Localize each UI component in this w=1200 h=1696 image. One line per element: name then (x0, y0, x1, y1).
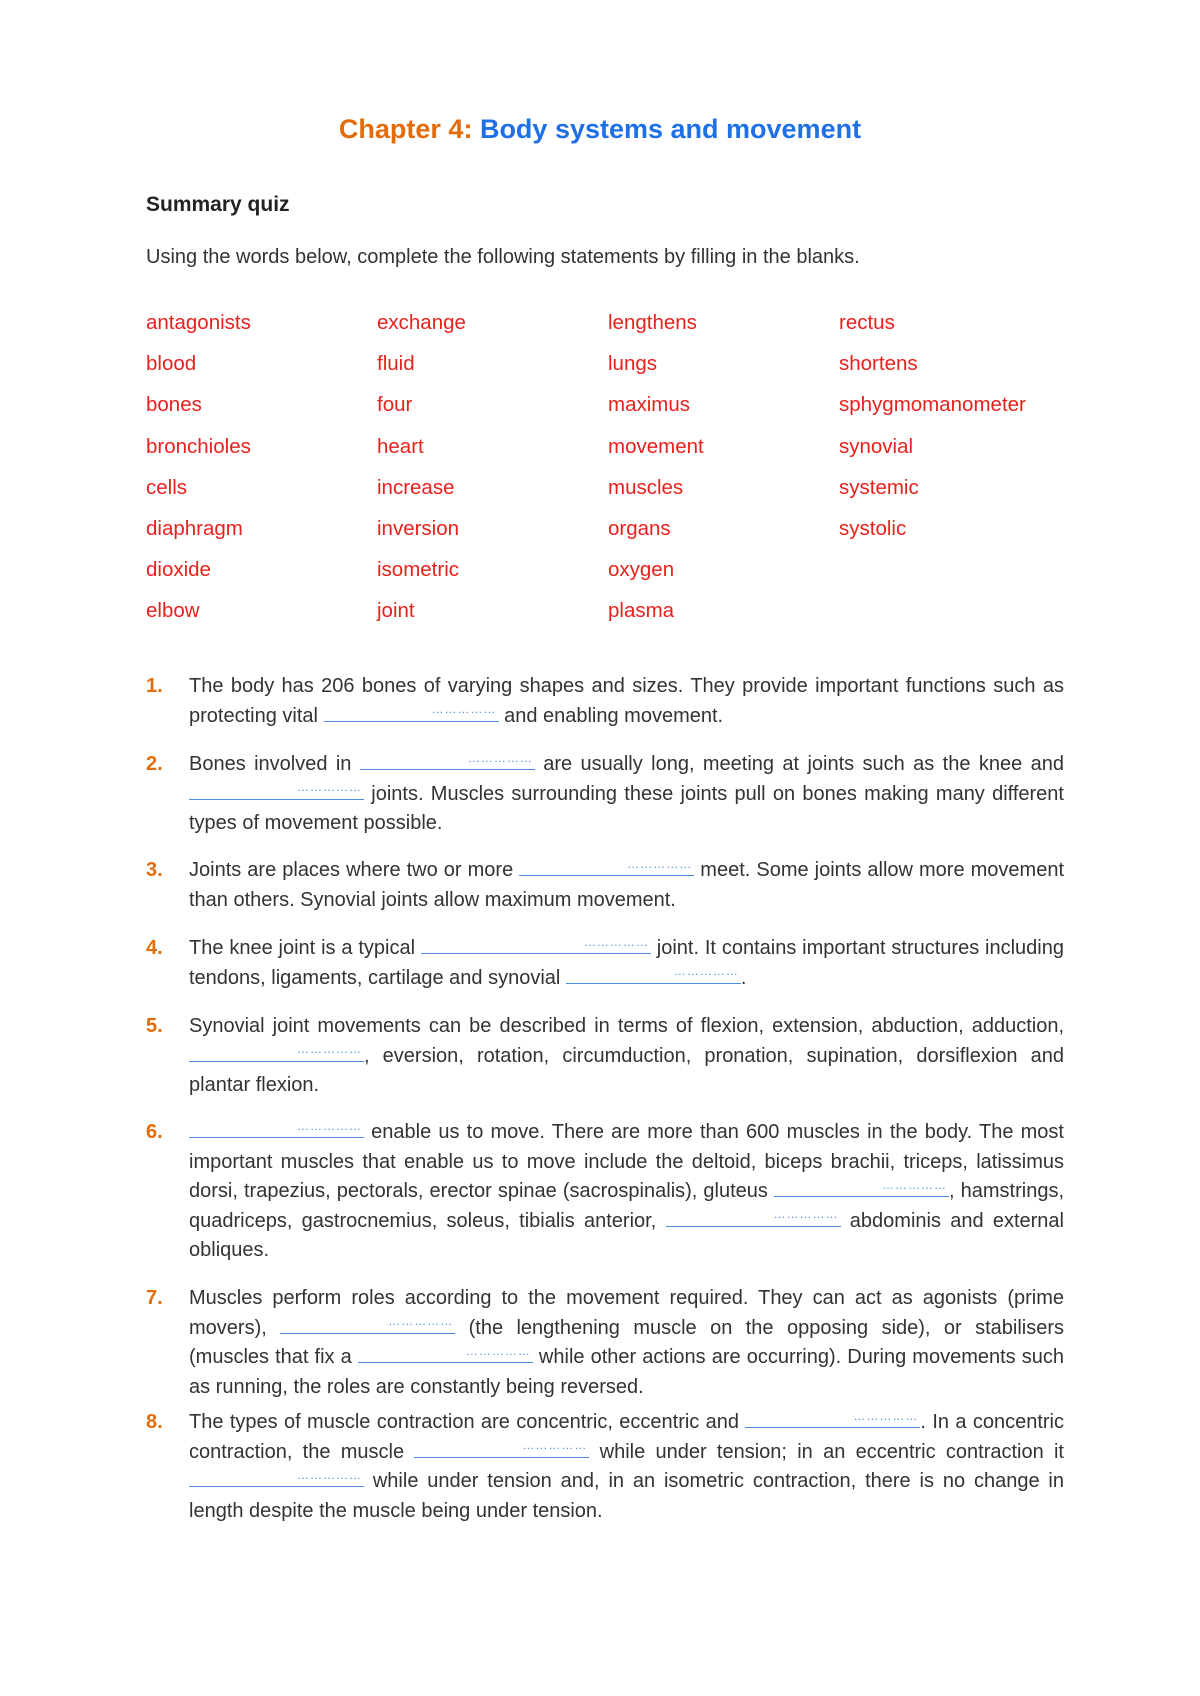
fill-in-blank[interactable] (189, 781, 364, 800)
word-bank-word: maximus (608, 393, 691, 417)
question-text-segment: , hamstrings, quadriceps, gastrocnemius, soleus, tibialis anterior, (189, 1180, 1064, 1232)
question-text-segment: and enabling movement. (498, 704, 724, 727)
question-text-segment: . (740, 966, 747, 989)
question-text-segment: enable us to move. There are more than 600 muscles in the body. The most important muscles that enable us to move include the deltoid, biceps brachii, triceps, latissimus dorsi, trapezius, pectorals, erector spinae (sacrospinalis), gluteus (189, 1121, 1064, 1202)
fill-in-blank[interactable] (189, 1468, 364, 1487)
word-bank-word: plasma (608, 599, 675, 623)
word-bank-word: inversion (377, 517, 460, 540)
word-bank-word: oxygen (608, 558, 675, 582)
word-bank-word: bones (146, 393, 202, 417)
word-bank-word: lengthens (608, 311, 697, 334)
chapter-name: Body systems and movement (472, 114, 862, 144)
word-bank-word: systemic (839, 475, 919, 499)
fill-in-blank[interactable] (421, 935, 651, 954)
section-heading: Summary quiz (146, 193, 290, 216)
question-text-segment: meet. Some joints allow more movement than others. Synovial joints allow maximum movement. (189, 859, 1064, 911)
fill-in-blank[interactable] (666, 1208, 841, 1227)
word-bank-word: fluid (377, 352, 415, 376)
fill-in-blank[interactable] (566, 965, 741, 984)
word-bank-word: rectus (839, 311, 895, 334)
question-item (146, 672, 1064, 731)
question-text-segment: Bones involved in (189, 753, 360, 775)
question-text (189, 1284, 1064, 1402)
question-text-segment: . In a concentric contraction, the muscle (189, 1411, 1065, 1463)
question-text (189, 750, 1064, 839)
fill-in-blank[interactable] (745, 1409, 920, 1428)
word-bank-word: diaphragm (146, 517, 243, 540)
question-text-segment: The knee joint is a typical (189, 937, 421, 959)
word-bank-word: bronchioles (146, 434, 251, 458)
word-bank-word: exchange (377, 311, 466, 334)
question-item (146, 934, 1064, 993)
question-text-segment: The types of muscle contraction are concentric, eccentric and (189, 1411, 746, 1433)
question-number: 7. (146, 1287, 163, 1309)
question-text (189, 934, 1064, 993)
question-text-segment: abdominis and external obliques. (189, 1209, 1064, 1261)
instructions-text: Using the words below, complete the following statements by filling in the blanks. (146, 246, 860, 268)
word-bank-word: elbow (146, 599, 200, 623)
question-text-segment: while under tension and, in an isometric contraction, there is no change in length despite the muscle being under tension. (189, 1470, 1064, 1522)
fill-in-blank[interactable] (414, 1439, 589, 1458)
question-number: 8. (146, 1411, 163, 1433)
question-text (189, 1118, 1064, 1266)
question-text-segment: Synovial joint movements can be described in terms of flexion, extension, abduction, adduction, (189, 1015, 1064, 1037)
word-bank-word: four (377, 393, 413, 417)
question-number: 1. (146, 675, 163, 697)
word-bank-word: systolic (839, 517, 907, 540)
question-text-segment: Muscles perform roles according to the movement required. They can act as agonists (prime movers), (189, 1287, 1064, 1339)
word-bank-word: blood (146, 352, 197, 376)
word-bank-word: joint (377, 599, 415, 623)
word-bank-word: dioxide (146, 558, 211, 582)
word-bank-word: isometric (377, 558, 460, 582)
question-text-segment: The body has 206 bones of varying shapes and sizes. They provide important functions such as protecting vital (189, 675, 1064, 727)
question-text-segment: , eversion, rotation, circumduction, pronation, supination, dorsiflexion and plantar flexion. (189, 1044, 1064, 1096)
word-bank-word: shortens (839, 352, 918, 376)
question-text-segment: while other actions are occurring). During movements such as running, the roles are constantly being reversed. (189, 1346, 1064, 1398)
question-text (189, 856, 1064, 915)
word-bank-word: sphygmomanometer (839, 393, 1026, 417)
word-bank-word: lungs (608, 352, 658, 376)
question-number: 6. (146, 1121, 163, 1143)
fill-in-blank[interactable] (519, 857, 694, 876)
question-text-segment: Joints are places where two or more (189, 859, 520, 881)
question-number: 2. (146, 753, 163, 775)
question-item (146, 750, 1064, 839)
question-text-segment: while under tension; in an eccentric contraction it (589, 1440, 1064, 1463)
fill-in-blank[interactable] (358, 1344, 533, 1363)
word-bank-word: cells (146, 475, 188, 499)
word-bank-word: heart (377, 434, 424, 458)
question-item (146, 1284, 1064, 1402)
question-text-segment: joint. It contains important structures including tendons, ligaments, cartilage and synovial (189, 937, 1064, 989)
question-text-segment: (the lengthening muscle on the opposing side), or stabilisers (muscles that fix a (189, 1316, 1064, 1368)
question-number: 5. (146, 1015, 163, 1037)
fill-in-blank[interactable] (280, 1315, 455, 1334)
question-number: 3. (146, 859, 163, 881)
question-text (189, 1012, 1064, 1101)
fill-in-blank[interactable] (189, 1043, 364, 1062)
fill-in-blank[interactable] (360, 751, 535, 770)
question-text-segment: are usually long, meeting at joints such as the knee and (534, 753, 1064, 775)
fill-in-blank[interactable] (324, 703, 499, 722)
word-bank-word: antagonists (146, 311, 251, 334)
question-text (189, 672, 1064, 731)
question-text (189, 1408, 1064, 1526)
question-item (146, 856, 1064, 915)
question-text-segment: joints. Muscles surrounding these joints pull on bones making many different types of movement possible. (189, 782, 1064, 834)
word-bank-word: movement (608, 434, 704, 458)
word-bank-word: synovial (839, 434, 914, 458)
word-bank-word: muscles (608, 475, 684, 499)
word-bank-word: increase (377, 475, 455, 499)
word-bank-word: organs (608, 517, 671, 540)
question-item (146, 1012, 1064, 1101)
chapter-label: Chapter 4: (338, 114, 473, 144)
fill-in-blank[interactable] (774, 1178, 949, 1197)
page-title (0, 114, 1200, 145)
question-item (146, 1118, 1064, 1266)
question-item (146, 1408, 1064, 1526)
fill-in-blank[interactable] (189, 1119, 364, 1138)
question-number: 4. (146, 937, 163, 959)
